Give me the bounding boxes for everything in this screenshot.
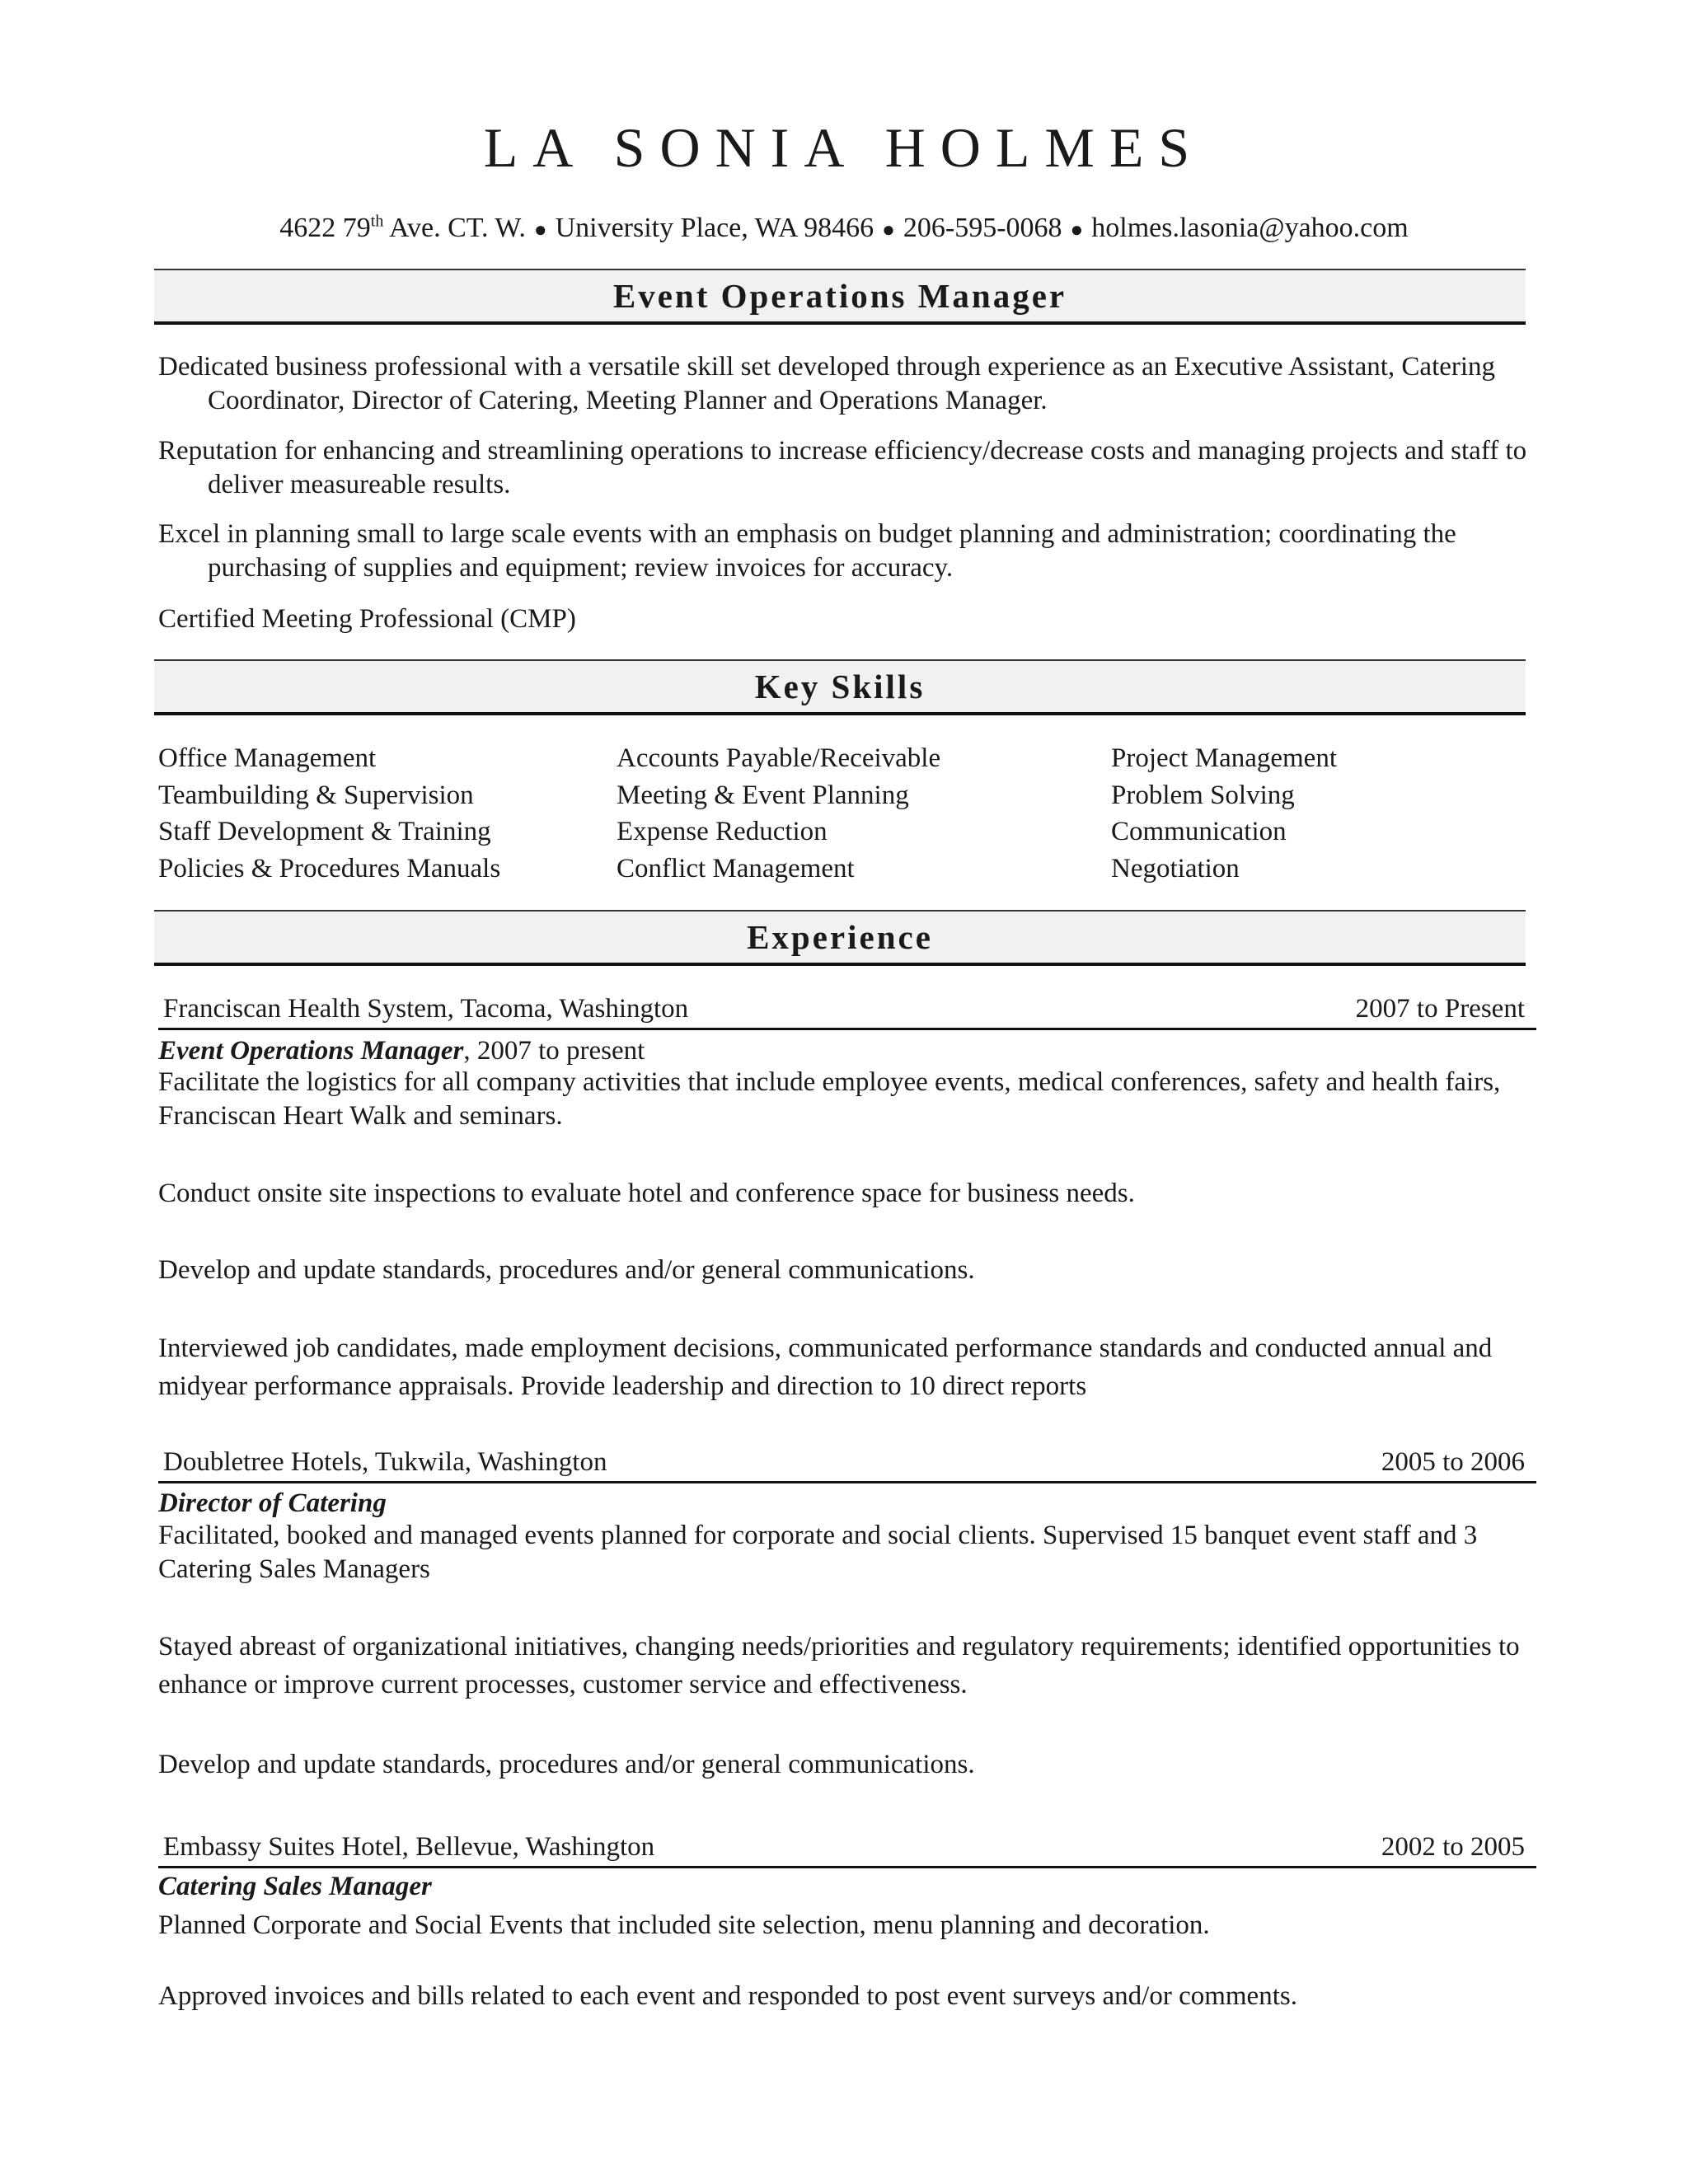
- skill-item: Problem Solving: [1111, 780, 1295, 810]
- skill-item: Staff Development & Training: [158, 817, 491, 846]
- skill-item: Negotiation: [1111, 853, 1240, 883]
- skill-item: Accounts Payable/Receivable: [617, 743, 941, 773]
- job-duty: Stayed abreast of organizational initiatives, changing needs/priorities and regulatory requirements; identified opportunities to enhance or improve current processes, customer service and effectiveness.: [158, 1632, 1520, 1699]
- job-duty: Interviewed job candidates, made employment decisions, communicated performance standards and conducted annual and midyear performance appraisals. Provide leadership and direction to 10 direct reports: [158, 1333, 1493, 1401]
- skill-item: Communication: [1111, 817, 1287, 846]
- employer-name: Franciscan Health System, Tacoma, Washington: [163, 994, 689, 1024]
- skill-item: Policies & Procedures Manuals: [158, 853, 501, 883]
- section-heading-skills: Key Skills: [154, 659, 1526, 715]
- job-title-dates: , 2007 to present: [463, 1036, 645, 1066]
- job-title: Catering Sales Manager: [158, 1872, 432, 1901]
- bullet-separator: ●: [1070, 218, 1084, 241]
- skills-column: [158, 740, 500, 887]
- summary-paragraph: Reputation for enhancing and streamlining operations to increase efficiency/decrease costs and managing projects and staff to deliver measureable results.: [158, 436, 1527, 499]
- skill-item: Conflict Management: [617, 853, 855, 883]
- skill-item: Office Management: [158, 743, 377, 773]
- job-duty: Develop and update standards, procedures and/or general communications.: [158, 1750, 975, 1779]
- job-duty: Planned Corporate and Social Events that included site selection, menu planning and decoration.: [158, 1910, 1210, 1940]
- job-title-line: [158, 1033, 645, 1068]
- skills-column: [1111, 740, 1337, 887]
- address-city: University Place, WA 98466: [555, 213, 874, 243]
- job-title-line: [158, 1486, 387, 1521]
- job-title-line: [158, 1869, 432, 1904]
- job-duty: Facilitated, booked and managed events planned for corporate and social clients. Supervised 15 banquet event staff and 3 Catering Sales Managers: [158, 1521, 1478, 1584]
- job-duty: Approved invoices and bills related to each event and responded to post event surveys and/or comments.: [158, 1981, 1297, 2011]
- address-street: Ave. CT. W.: [383, 213, 526, 243]
- address-ordinal: th: [370, 212, 384, 231]
- email-address: holmes.lasonia@yahoo.com: [1091, 213, 1409, 243]
- employment-dates: 2005 to 2006: [1381, 1447, 1525, 1477]
- summary-certification: Certified Meeting Professional (CMP): [158, 604, 576, 634]
- phone-number: 206-595-0068: [903, 213, 1062, 243]
- address-number: 4622 79: [279, 213, 371, 243]
- bullet-separator: ●: [533, 218, 547, 241]
- skills-column: [617, 740, 940, 887]
- section-heading-experience: Experience: [154, 910, 1526, 966]
- employer-name: Embassy Suites Hotel, Bellevue, Washington: [163, 1832, 655, 1862]
- candidate-name: LA SONIA HOLMES: [483, 116, 1205, 179]
- job-header: [158, 1445, 1536, 1483]
- skill-item: Project Management: [1111, 743, 1337, 773]
- employer-name: Doubletree Hotels, Tukwila, Washington: [163, 1447, 607, 1477]
- section-heading-title: Event Operations Manager: [154, 269, 1526, 325]
- employment-dates: 2007 to Present: [1355, 994, 1525, 1024]
- skill-item: Expense Reduction: [617, 817, 828, 846]
- job-header: [158, 1830, 1536, 1868]
- skill-item: Teambuilding & Supervision: [158, 780, 474, 810]
- summary-paragraph: Excel in planning small to large scale events with an emphasis on budget planning and administration; coordinating the purchasing of supplies and equipment; review invoices for accuracy.: [158, 519, 1456, 583]
- bullet-separator: ●: [882, 218, 895, 241]
- job-header: [158, 991, 1536, 1030]
- skill-item: Meeting & Event Planning: [617, 780, 909, 810]
- summary-paragraph: Dedicated business professional with a versatile skill set developed through experience as an Executive Assistant, Catering Coordinator, Director of Catering, Meeting Planner and Operations Manager.: [158, 352, 1496, 415]
- job-duty: Facilitate the logistics for all company activities that include employee events, medical conferences, safety and health fairs, Franciscan Heart Walk and seminars.: [158, 1067, 1501, 1131]
- contact-line: [0, 213, 1688, 244]
- job-duty: Conduct onsite site inspections to evaluate hotel and conference space for business needs.: [158, 1179, 1135, 1208]
- job-title: Event Operations Manager: [158, 1036, 464, 1066]
- employment-dates: 2002 to 2005: [1381, 1832, 1525, 1862]
- job-duty: Develop and update standards, procedures and/or general communications.: [158, 1255, 975, 1285]
- job-title: Director of Catering: [158, 1488, 387, 1518]
